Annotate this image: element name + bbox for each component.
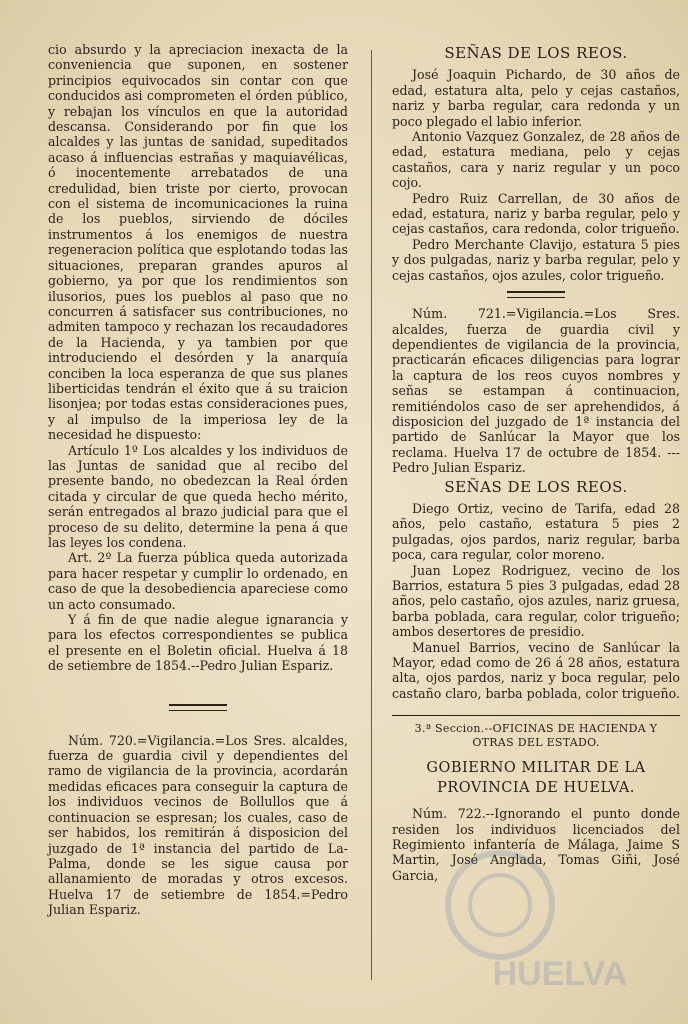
section-title-hacienda: 3.ª Seccion.--OFICINAS DE HACIENDA Y OTRAS DEL ESTADO.: [414, 722, 658, 750]
decree-closing: Y á fin de que nadie alegue ignarancia y para los efectos correspondientes se publica el presente en el Boletin oficial. Huelva á 18 de setiembre de 1854.--Pedro Julian Espariz.: [48, 612, 348, 674]
column-divider: [371, 50, 372, 980]
reo-description-3: Pedro Ruiz Carrellan, de 30 años de edad, estatura, nariz y barba regular, pelo y cejas castaños, cara redonda, color trigueño.: [392, 190, 680, 237]
notice-720: Núm. 720.=Vigilancia.=Los Sres. alcaldes, fuerza de guardia civil y dependientes del ramo de vigilancia de la provincia, acordarán medidas eficaces para conseguir la captura de los individuos vecinos de Bollullos que á continuacion se espresan; los cuales, caso de ser habidos, los remitirán á disposicion del juzgado de 1ª instancia del partido de La-Palma, donde se les sigue causa por allanamiento de moradas y otros excesos. Huelva 17 de setiembre de 1854.=Pedro Julian Espariz.: [48, 732, 348, 918]
heading-senas-reos-2: SEÑAS DE LOS REOS.: [444, 477, 628, 496]
left-column: [48, 42, 348, 918]
reo-description-1: José Joaquin Pichardo, de 30 años de edad, estatura alta, pelo y cejas castaños, nariz y barba regular, cara redonda y un poco plegado el labio inferior.: [392, 67, 680, 129]
notice-721: Núm. 721.=Vigilancia.=Los Sres. alcaldes, fuerza de guardia civil y dependientes de vigilancia de la provincia, practicarán eficaces diligencias para lograr la captura de los reos cuyos nombres y señas se estampan á continuacion, remitiéndolos caso de ser aprehendidos, á disposicion del juzgado de 1ª instancia del partido de Sanlúcar la Mayor que los reclama. Huelva 17 de octubre de 1854. ---Pedro Julian Espariz.: [392, 306, 680, 476]
section-separator: [507, 291, 565, 298]
reo-description-4: Pedro Merchante Clavijo, estatura 5 pies y dos pulgadas, nariz y barba regular, pelo y cejas castaños, ojos azules, color trigueño.: [392, 236, 680, 283]
watermark-text: HUELVA: [492, 955, 628, 993]
right-column: [392, 42, 680, 883]
heading-senas-reos-1: SEÑAS DE LOS REOS.: [444, 44, 628, 62]
horizontal-rule: [392, 715, 680, 716]
heading-gobierno-militar: GOBIERNO MILITAR DE LA PROVINCIA DE HUELVA.: [426, 760, 646, 797]
notice-722: Núm. 722.--Ignorando el punto donde residen los individuos licenciados del Regimiento infantería de Málaga, Jaime S Martin, José Anglada, Tomas Giñi, José Garcia,: [392, 806, 680, 883]
decree-article-1: Artículo 1º Los alcaldes y los individuos de las Juntas de sanidad que al recibo del presente bando, no obedezcan la Real órden citada y circular de que queda hecho mérito, serán entregados al brazo judicial para que el proceso de su delito, determine la pena á que las leyes los condena.: [48, 442, 348, 550]
reo-description-6: Juan Lopez Rodriguez, vecino de los Barrios, estatura 5 pies 3 pulgadas, edad 28 años, pelo castaño, ojos azules, nariz gruesa, barba poblada, cara regular, color trigueño; ambos desertores de presidio.: [392, 562, 680, 640]
reo-description-7: Manuel Barrios, vecino de Sanlúcar la Mayor, edad como de 26 á 28 años, estatura alta, ojos pardos, nariz y boca regular, pelo castaño claro, barba poblada, color trigueño.: [392, 639, 680, 701]
decree-preamble: cio absurdo y la apreciacion inexacta de la conveniencia que suponen, en sostener principios equivocados sin contar con que conducidos asi comprometen el órden público, y rebajan los vínculos en que la autoridad descansa. Considerando por fin que los alcaldes y las juntas de sanidad, supeditados acaso á influencias estrañas y maquiavélicas, ó inocentemente arrebatados de una credulidad, bien triste por cierto, provocan con el sistema de incomunicaciones la ruina de los pueblos, sirviendo de dóciles instrumentos á los enemigos de nuestra regeneracion política que esplotando todas las situaciones, preparan grandes apuros al gobierno, ya por que los rendimientos son ilusorios, pues los pueblos al paso que no concurren á satisfacer sus contribuciones, no admiten tampoco y rechazan los recaudadores de la Hacienda, y ya tambien por que introduciendo el desórden y la anarquía conciben la loca esperanza de que sus planes liberticidas tendrán el éxito que á su traicion lisonjea; por todas estas consideraciones pues, y al impulso de la imperiosa ley de la necesidad he dispuesto:: [48, 42, 348, 443]
reo-description-2: Antonio Vazquez Gonzalez, de 28 años de edad, estatura mediana, pelo y cejas castaños, cara y nariz regular y un poco cojo.: [392, 129, 680, 191]
decree-article-2: Art. 2º La fuerza pública queda autorizada para hacer respetar y cumplir lo ordenado, en caso de que la desobediencia apareciese como un acto consumado.: [48, 550, 348, 612]
reo-description-5: Diego Ortiz, vecino de Tarifa, edad 28 años, pelo castaño, estatura 5 pies 2 pulgadas, ojos pardos, nariz regular, barba poca, cara regular, color moreno.: [392, 500, 680, 563]
section-separator: [169, 704, 227, 711]
